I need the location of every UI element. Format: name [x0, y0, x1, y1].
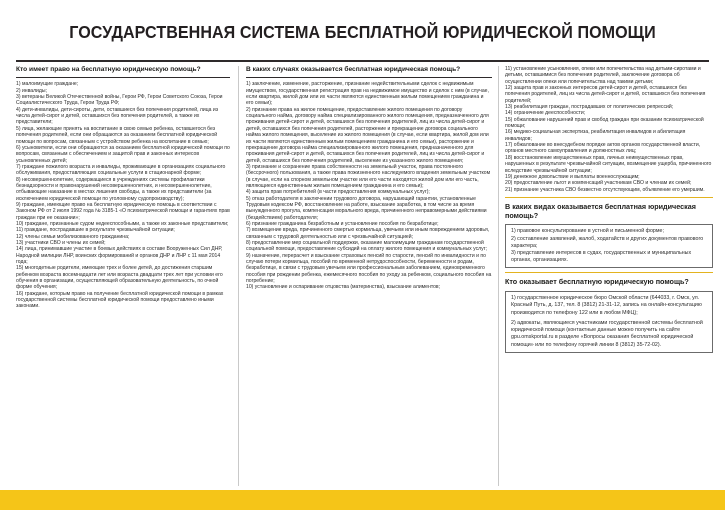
forms-heading: В каких видах оказывается бесплатная юридическая помощь?: [505, 201, 696, 220]
list-item: 17) обжалование во внесудебном порядке актов органов государственной власти, органов местного самоуправления и должностных лиц;: [505, 142, 701, 155]
list-item: 12) защита прав и законных интересов детей-сирот и детей, оставшихся без попечения родителей, лиц из числа детей-сирот и детей, оставшихся без попечения родителей;: [505, 85, 706, 104]
list-item: 21) признание участника СВО безвестно отсутствующим, объявление его умершим.: [505, 186, 705, 193]
list-item: 15) многодетные родители, имеющие трех и более детей, до достижения старшим ребенком возраста восемнадцати лет или возраста двадцати трех лет при условии его обучения в организации, осуществляющей образовательную деятельность, по очной форме обучения;: [16, 265, 223, 291]
list-item: 6) усыновители, если они обращаются за оказанием бесплатной юридической помощи по вопросам, связанным с обеспечением и защитой прав и законных интересов усыновленных детей;: [16, 144, 230, 164]
list-item: 1) правовое консультирование в устной и письменной форме;: [511, 228, 664, 235]
list-item: 10) граждане, признанные судом недееспособными, а также их законные представители;: [16, 220, 229, 227]
eligibility-column: [16, 66, 230, 496]
list-item: 15) обжалование нарушений прав и свобод граждан при оказании психиатрической помощи;: [505, 116, 704, 130]
list-item: 3) признание и сохранение права собственности на земельный участок, права постоянного (бессрочного) пользования, а также права пожизненного наследуемого владения земельным участком (в случае, если на спорном земельном участке или его части находятся жилой дом или его часть, являющиеся единственным жилым помещением гражданина и его семьи);: [246, 163, 491, 189]
forms-list: [511, 228, 707, 264]
list-item: 8) предоставление мер социальной поддержки, оказание малоимущим гражданам государственной социальной помощи, предоставление субсидий на оплату жилого помещения и коммунальных услуг;: [246, 240, 487, 253]
list-item: 14) ограничение дееспособности;: [505, 110, 586, 117]
list-item: 3) ветераны Великой Отечественной войны, Герои РФ, Герои Советского Союза, Герои Социалистического Труда, Герои Труда РФ;: [16, 94, 223, 107]
list-item: 1) государственное юридическое бюро Омской области (644033, г. Омск, ул. Красный Путь, д. 137, тел. 8 (3812) 21-31-12, запись на онлайн-консультацию производится по телефону 122 или в любом МФЦ);: [511, 295, 702, 316]
list-item: 2) признание права на жилое помещение, предоставление жилого помещения по договору социального найма, договору найма специализированного жилого помещения, предназначенного для проживания детей-сирот и детей, оставшихся без попечения родителей, лиц из числа детей-сирот и детей, оставшихся без попечения родителей, расторжение и прекращение договора социального найма жилого помещения, выселение из жилого помещения (в случае, если квартира, жилой дом или их части являются единственным жилым помещением гражданина и его семьи), расторжение и прекращение договора найма специализированного жилого помещения, предназначенного для проживания детей-сирот и детей, оставшихся без попечения родителей, лиц из числа детей-сирот и детей, оставшихся без попечения родителей, выселение из указанного жилого помещения;: [246, 106, 489, 164]
list-item: 11) граждане, пострадавшие в результате чрезвычайной ситуации;: [16, 227, 175, 234]
gold-rule: [505, 272, 713, 273]
list-item: 6) признание гражданина безработным и установление пособия по безработице;: [246, 220, 439, 227]
list-item: 14) лица, принимавшие участие в боевых действиях в составе Вооруженных Сил ДНР, Народной милиции ЛНР, воинских формирований и органов ДНР и ЛНР с 11 мая 2014 года;: [16, 246, 223, 266]
list-item: 1) заключение, изменение, расторжение, признание недействительными сделок с недвижимым имуществом, государственная регистрация прав на недвижимое имущество и сделок с ним (в случае, если квартира, жилой дом или их части являются единственным жилым помещением гражданина и его семьи);: [246, 81, 489, 107]
list-item: 7) граждане пожилого возраста и инвалиды, проживающие в организациях социального обслуживания, предоставляющих социальные услуги в стационарной форме;: [16, 163, 226, 177]
cases-continued-list: [505, 66, 713, 193]
list-item: 18) восстановление имущественных прав, личных неимущественных прав, нарушенных в результате чрезвычайной ситуации, возмещение ущерба, причиненного вследствие чрезвычайной ситуации;: [505, 154, 712, 174]
providers-heading: Кто оказывает бесплатную юридическую помощь?: [505, 277, 689, 287]
eligibility-list: [16, 81, 230, 309]
list-item: 19) денежное довольствие и выплаты военнослужащим;: [505, 173, 640, 180]
list-item: 4) защита прав потребителей (в части предоставления коммунальных услуг);: [246, 189, 430, 196]
list-item: 8) несовершеннолетние, содержащиеся в учреждениях системы профилактики безнадзорности и правонарушений несовершеннолетних, и несовершеннолетние, отбывающие наказание в местах лишения свободы, а также их представители (за исключением юридической помощи по уголовному судопроизводству);: [16, 176, 212, 202]
list-item: 10) установление и оспаривание отцовства (материнства), взыскание алиментов;: [246, 284, 441, 291]
providers-list: [511, 295, 707, 348]
list-item: 9) граждане, имеющие право на бесплатную юридическую помощь в соответствии с Законом РФ от 2 июля 1992 года № 3185-1 «О психиатрической помощи и гарантиях прав граждан при ее оказании»;: [16, 201, 230, 221]
list-item: 16) медико-социальная экспертиза, реабилитация инвалидов и абилитация инвалидов;: [505, 129, 686, 142]
list-item: 16) граждане, которым право на получение бесплатной юридической помощи в рамках государственной системы бесплатной юридической помощи предоставлено иными законами.: [16, 290, 224, 310]
cases-continued-column: [505, 66, 713, 496]
list-item: 2) инвалиды;: [16, 87, 47, 94]
list-item: 20) предоставление льгот и компенсаций участникам СВО и членам их семей;: [505, 180, 692, 187]
list-item: 13) участники СВО и члены их семей;: [16, 240, 106, 246]
list-item: 11) установление усыновления, опеки или попечительства над детьми-сиротами и детьми, оставшимися без попечения родителей, заключение договора об осуществлении опеки или попечительства над такими детьми;: [505, 66, 701, 85]
list-item: 5) лица, желающие принять на воспитание в свою семью ребенка, оставшегося без попечения родителей, если они обращаются за оказанием бесплатной юридической помощи по вопросам, связанным с устройством ребенка на воспитание в семью;: [16, 125, 218, 145]
forms-box: [505, 224, 713, 268]
list-item: 13) реабилитация граждан, пострадавших от политических репрессий;: [505, 104, 674, 111]
list-item: 2) адвокаты, являющиеся участниками государственной системы бесплатной юридической помощи (контактные данные можно получить на сайте gpu.omskportal.ru в разделе «Вопросы оказания бесплатной юридической помощи» или по телефону горячей линии 8 (3812) 35-72-02).: [511, 319, 703, 348]
list-item: 12) члены семьи мобилизованного гражданина;: [16, 233, 130, 240]
cases-heading: В каких случаях оказывается бесплатная юридическая помощь?: [246, 66, 461, 73]
cases-column: [246, 66, 492, 496]
list-item: 2) составление заявлений, жалоб, ходатайств и других документов правового характера;: [511, 235, 704, 249]
list-item: 7) возмещение вреда, причиненного смертью кормильца, увечьем или иным повреждением здоровья, связанным с трудовой деятельностью или с чрезвычайной ситуацией;: [246, 227, 490, 240]
gold-rule: [505, 197, 713, 198]
list-item: 4) дети-инвалиды, дети-сироты, дети, оставшиеся без попечения родителей, лица из числа детей-сирот и детей, оставшихся без попечения родителей, а также их представители;: [16, 106, 219, 126]
eligibility-heading: Кто имеет право на бесплатную юридическую помощь?: [16, 66, 201, 73]
list-item: 9) назначение, перерасчет и взыскание страховых пенсий по старости, пенсий по инвалидности и по случаю потери кормильца, пособий по временной нетрудоспособности, беременности и родам, безработице, в связи с трудовым увечьем или профессиональным заболеванием, единовременного пособия при рождении ребенка, ежемесячного пособия по уходу за ребенком, социального пособия на погребение;: [246, 252, 492, 285]
cases-list: [246, 81, 492, 290]
list-item: 3) представление интересов в судах, государственных и муниципальных органах, организациях.: [511, 250, 692, 264]
heading-rule: [246, 77, 492, 78]
column-divider: [498, 66, 499, 486]
list-item: 1) малоимущие граждане;: [16, 81, 79, 88]
list-item: 5) отказ работодателя в заключении трудового договора, нарушающий гарантии, установленные Трудовым кодексом РФ, восстановление на работе, взыскание заработка, в том числе за время вынужденного прогула, компенсации морального вреда, причиненного неправомерными действиями (бездействием) работодателя;: [246, 195, 487, 221]
heading-rule: [16, 77, 230, 78]
bottom-accent-bar: [0, 490, 725, 510]
page-title: ГОСУДАРСТВЕННАЯ СИСТЕМА БЕСПЛАТНОЙ ЮРИДИЧЕСКОЙ ПОМОЩИ: [69, 22, 656, 42]
title-rule: [16, 60, 709, 62]
column-divider: [238, 66, 239, 486]
providers-box: [505, 291, 713, 352]
